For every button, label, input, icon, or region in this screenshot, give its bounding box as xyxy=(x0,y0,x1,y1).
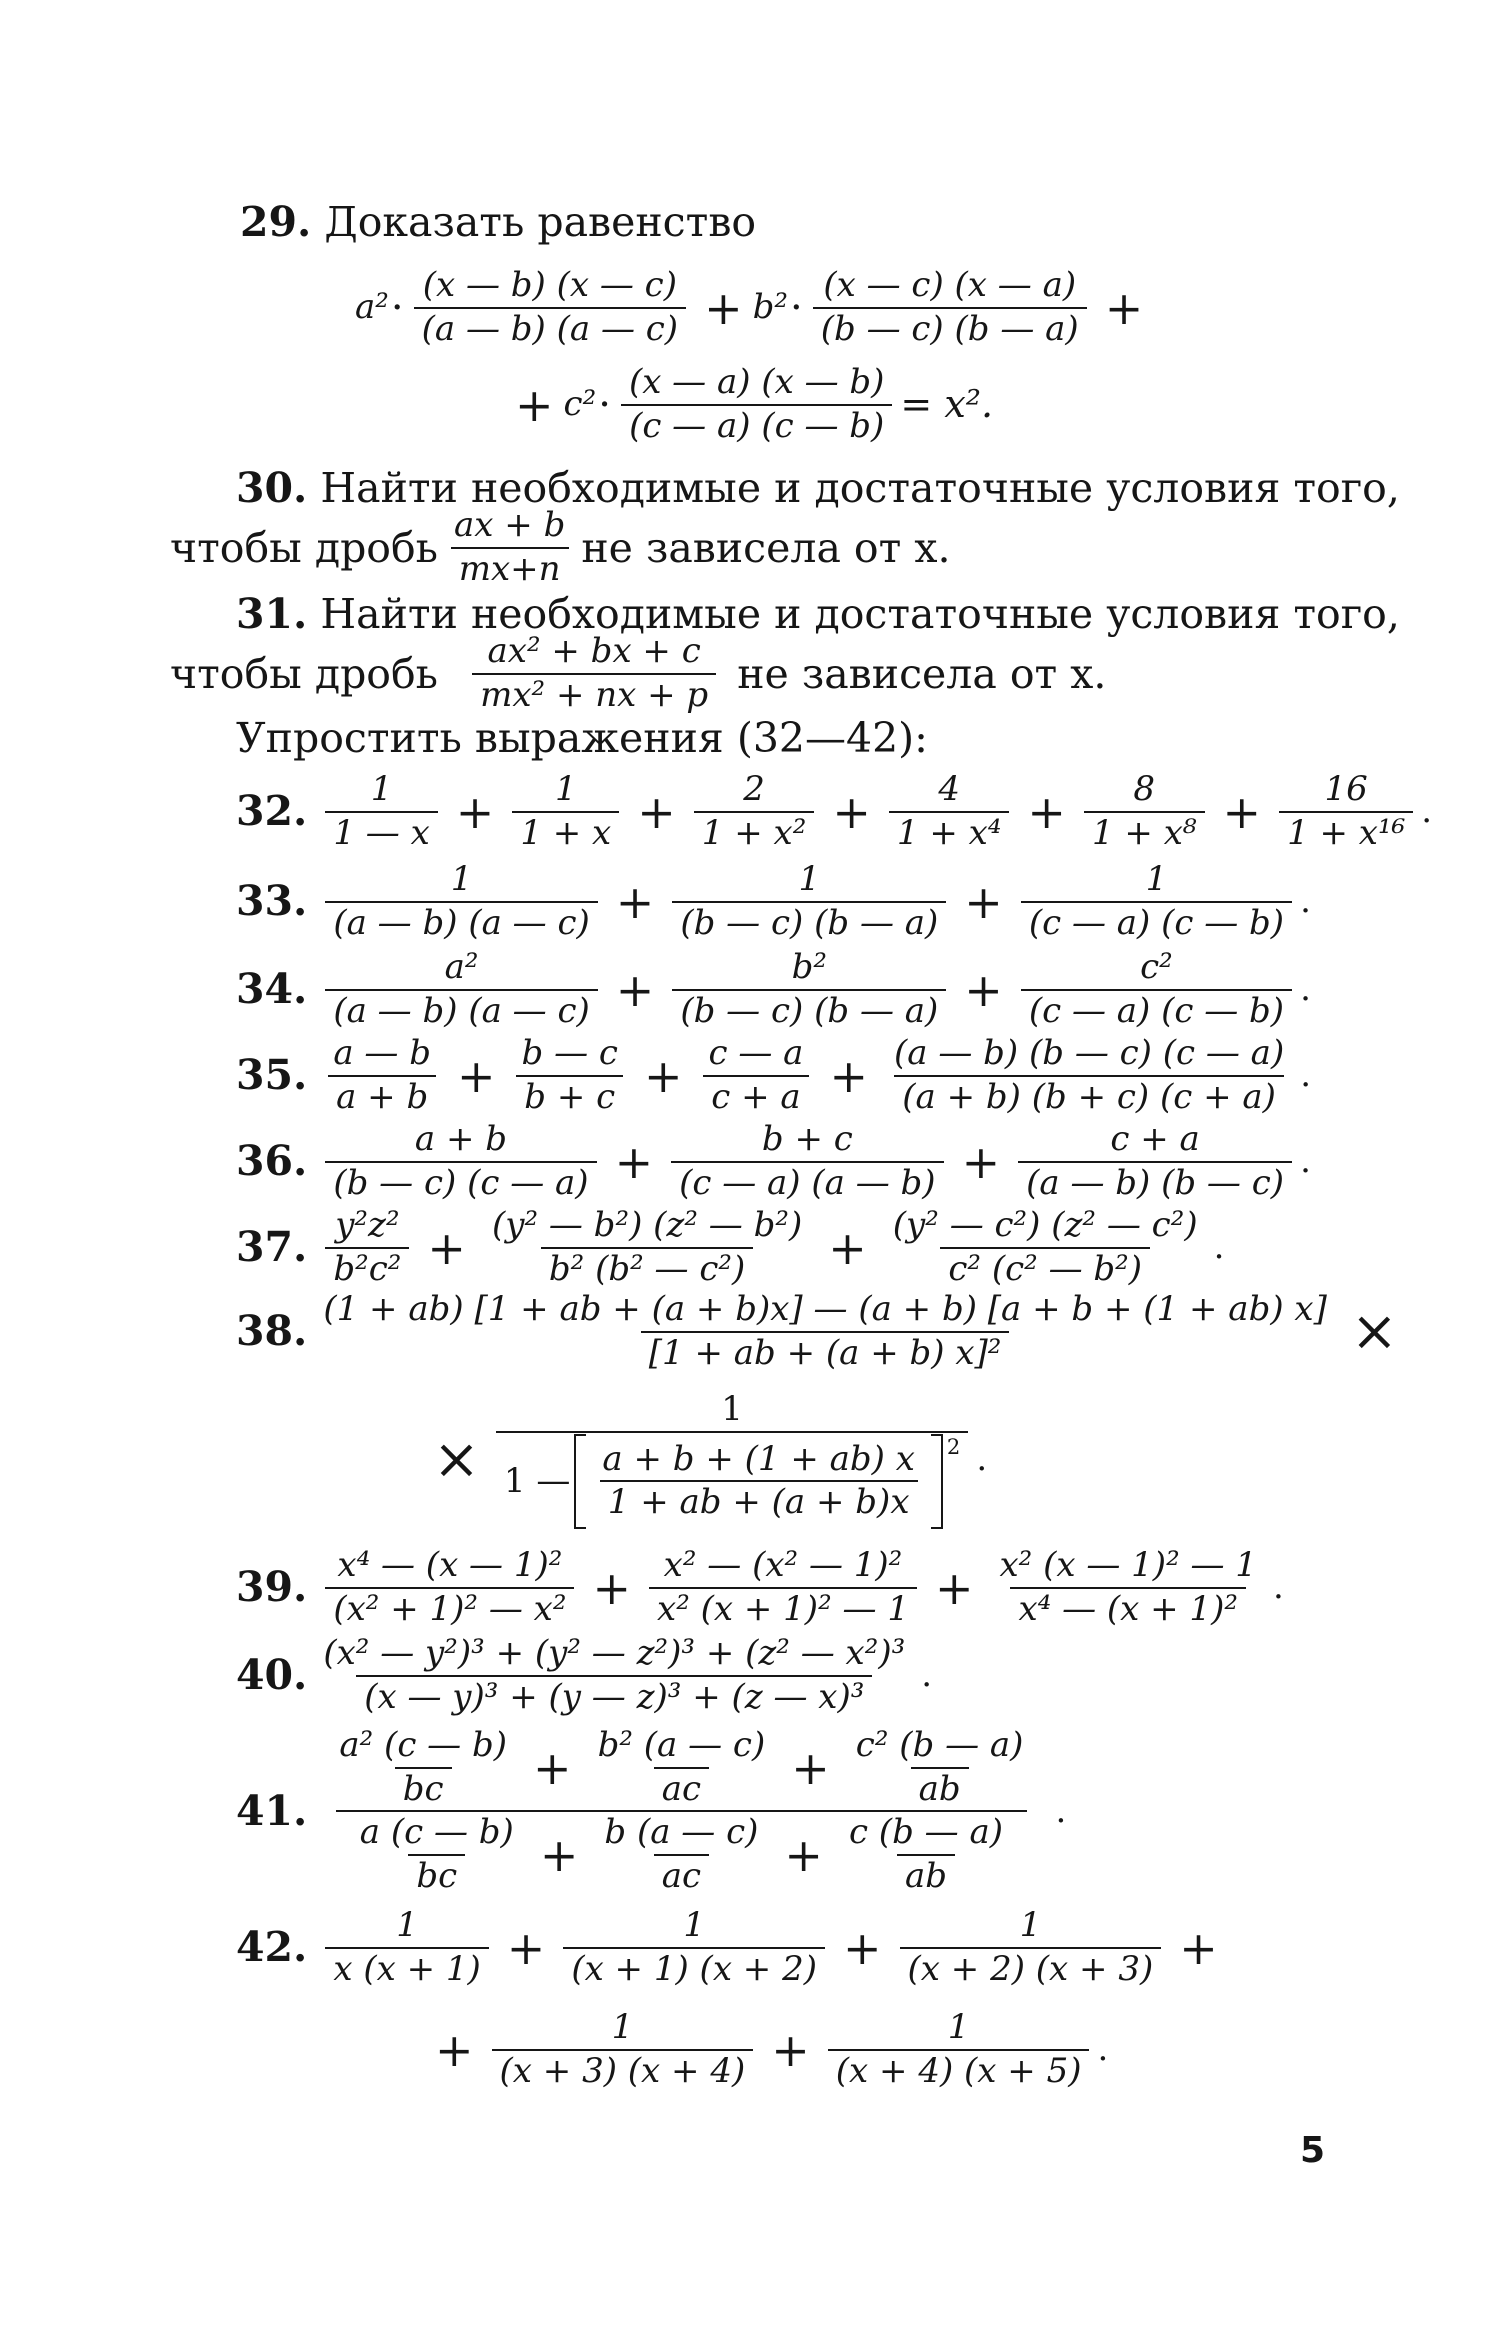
period: . xyxy=(921,1654,933,1695)
denominator: (x² + 1)² — x² xyxy=(325,1587,574,1628)
fraction xyxy=(512,769,619,853)
denominator: b² (b² — c²) xyxy=(541,1247,753,1288)
fraction xyxy=(621,362,892,446)
problem-39 xyxy=(0,1545,1500,1629)
problem-30-line2 xyxy=(0,505,1500,589)
denominator: (x — y)³ + (y — z)³ + (z — x)³ xyxy=(356,1675,872,1716)
numerator: (y² — b²) (z² — b²) xyxy=(491,1205,803,1245)
numerator: 1 xyxy=(611,2007,634,2047)
plus-sign: + xyxy=(643,1048,683,1103)
problem-text: Доказать равенство xyxy=(324,198,757,246)
numerator: (y² — c²) (z² — c²) xyxy=(892,1205,1198,1245)
denominator: [1 + ab + (a + b) x]² xyxy=(641,1331,1010,1372)
denominator: x⁴ — (x + 1)² xyxy=(1010,1587,1246,1628)
plus-sign: + xyxy=(506,1920,546,1975)
coef-b2: b² xyxy=(752,286,789,327)
period: . xyxy=(1300,968,1311,1009)
denominator: 1 + x² xyxy=(694,811,815,852)
dot-op: · xyxy=(598,381,611,428)
problem-33 xyxy=(0,859,1500,943)
denominator: 1 + x⁸ xyxy=(1084,811,1205,852)
period: . xyxy=(1421,790,1433,831)
plus-sign: + xyxy=(832,784,871,839)
numerator: a — b xyxy=(333,1033,431,1073)
numerator: b² xyxy=(791,947,828,987)
fraction xyxy=(1018,1119,1292,1203)
plus-sign: + xyxy=(1027,784,1066,839)
denominator: (b — c) (b — a) xyxy=(813,307,1087,348)
denominator: a + b xyxy=(328,1075,436,1116)
problem-37 xyxy=(0,1205,1500,1289)
numerator: 1 xyxy=(554,769,577,809)
plus-sign: + xyxy=(615,962,655,1017)
fraction xyxy=(885,1205,1206,1289)
fraction xyxy=(701,1033,812,1117)
problem-42-line2 xyxy=(0,2007,1500,2091)
problem-29-eq-line1 xyxy=(0,265,1500,349)
denominator: x² (x + 1)² — 1 xyxy=(649,1587,917,1628)
fraction xyxy=(813,265,1087,349)
text-pre: чтобы дробь xyxy=(170,523,439,572)
numerator: b + c xyxy=(761,1119,853,1159)
denominator: (x + 4) (x + 5) xyxy=(828,2049,1090,2090)
numerator: 1 xyxy=(947,2007,970,2047)
fraction xyxy=(325,1905,488,1989)
numerator: 1 xyxy=(396,1905,418,1945)
problem-number: 33. xyxy=(236,877,308,926)
plus-sign: + xyxy=(427,1220,466,1275)
one-minus: 1 — xyxy=(503,1460,571,1501)
problem-42-line1 xyxy=(0,1905,1500,1989)
plus-sign: + xyxy=(539,1828,579,1883)
problem-41 xyxy=(0,1725,1500,1897)
denominator: (b — c) (b — a) xyxy=(672,989,946,1030)
numerator: b² (a — c) xyxy=(597,1725,766,1765)
denominator: (x + 1) (x + 2) xyxy=(563,1947,825,1988)
period: . xyxy=(1300,1054,1312,1095)
numerator: a² xyxy=(444,947,479,987)
plus-sign: + xyxy=(515,377,554,432)
fraction xyxy=(848,1725,1032,1809)
problem-text: Найти необходимые и достаточные условия того, xyxy=(320,464,1400,512)
period: . xyxy=(1300,880,1311,921)
numerator: x⁴ — (x — 1)² xyxy=(337,1545,563,1585)
times-sign: × xyxy=(1350,1298,1398,1364)
denominator: ab xyxy=(911,1767,969,1808)
fraction xyxy=(472,631,716,715)
numerator: c (b — a) xyxy=(848,1812,1003,1853)
period: . xyxy=(976,1438,988,1479)
denominator: bc xyxy=(395,1767,452,1808)
fraction xyxy=(492,2007,754,2091)
fraction xyxy=(590,1725,774,1809)
fraction xyxy=(325,769,437,853)
fraction xyxy=(841,1812,1011,1897)
numerator: 1 xyxy=(798,859,821,899)
numerator: 1 xyxy=(370,769,393,809)
problem-34 xyxy=(0,947,1500,1031)
numerator: 16 xyxy=(1324,769,1368,809)
problem-number: 40. xyxy=(236,1651,308,1700)
denominator: (x + 3) (x + 4) xyxy=(492,2049,754,2090)
fraction xyxy=(671,1119,943,1203)
problem-31-header xyxy=(0,588,1500,640)
problem-number: 32. xyxy=(236,787,308,836)
fraction xyxy=(1021,859,1292,943)
fraction xyxy=(1084,769,1205,853)
fraction xyxy=(992,1545,1265,1629)
numerator: (a — b) (b — c) (c — a) xyxy=(894,1033,1285,1073)
fraction xyxy=(563,1905,825,1989)
denominator: b²c² xyxy=(325,1247,409,1288)
square-bracket xyxy=(574,1436,943,1527)
problem-number: 38. xyxy=(236,1307,308,1356)
plus-sign: + xyxy=(961,1134,1001,1189)
numerator: ax + b xyxy=(454,505,566,545)
exponent: 2 xyxy=(946,1433,961,1459)
numerator: c² xyxy=(1140,947,1173,987)
denominator: mx² + nx + p xyxy=(472,673,716,714)
fraction xyxy=(325,1205,409,1289)
numerator: (x — b) (x — c) xyxy=(422,265,677,305)
denominator: (c — a) (c — b) xyxy=(1021,901,1292,942)
fraction xyxy=(886,1033,1292,1117)
denominator: (b — c) (c — a) xyxy=(325,1161,596,1202)
fraction xyxy=(828,2007,1090,2091)
plus-sign: + xyxy=(784,1828,823,1883)
dot-op: · xyxy=(790,284,803,331)
numerator: c — a xyxy=(708,1033,804,1073)
denominator: 1 + ab + (a + b)x xyxy=(600,1480,918,1521)
denominator: (c — a) (c — b) xyxy=(1021,989,1292,1030)
plus-sign: + xyxy=(637,784,676,839)
numerator: ax² + bx + c xyxy=(487,631,701,671)
problem-38-line1 xyxy=(0,1289,1500,1373)
period: . xyxy=(1300,1140,1311,1181)
problem-31-line2 xyxy=(0,631,1500,715)
compound-numerator xyxy=(315,1725,1047,1810)
denominator: mx+n xyxy=(451,547,569,588)
fraction xyxy=(1279,769,1413,853)
fraction xyxy=(331,1725,515,1809)
numerator: y²z² xyxy=(335,1205,400,1245)
numerator: 1 xyxy=(683,1905,705,1945)
fraction xyxy=(325,1033,439,1117)
fraction xyxy=(672,947,946,1031)
fraction xyxy=(325,1119,596,1203)
numerator: 1 xyxy=(1019,1905,1042,1945)
denominator: bc xyxy=(408,1854,465,1895)
fraction xyxy=(325,947,597,1031)
text-post: не зависела от x. xyxy=(737,649,1107,698)
problem-40 xyxy=(0,1633,1500,1717)
plus-sign: + xyxy=(964,962,1003,1017)
fraction xyxy=(325,859,597,943)
numerator: c + a xyxy=(1110,1119,1200,1159)
period: . xyxy=(1272,1566,1284,1607)
fraction xyxy=(484,1205,810,1289)
denominator: 1 — x xyxy=(325,811,437,852)
fraction xyxy=(672,859,946,943)
times-sign: × xyxy=(433,1426,480,1492)
fraction xyxy=(694,769,815,853)
numerator: a² (c — b) xyxy=(339,1725,508,1765)
problem-number: 30. xyxy=(236,464,308,512)
denominator: (c — a) (a — b) xyxy=(671,1161,943,1202)
plus-sign: + xyxy=(455,784,495,839)
plus-sign: + xyxy=(1179,1920,1218,1975)
denominator: (a — b) (a — c) xyxy=(325,901,597,942)
denominator: b + c xyxy=(516,1075,623,1116)
denominator: (a — b) (a — c) xyxy=(414,307,686,348)
problem-number: 37. xyxy=(236,1223,308,1272)
compound-denominator xyxy=(336,1810,1027,1897)
period: . xyxy=(1213,1226,1225,1267)
fraction xyxy=(900,1905,1162,1989)
dot-op: · xyxy=(390,284,404,331)
inner-fraction xyxy=(594,1438,923,1523)
period: . xyxy=(1097,2028,1109,2069)
plus-sign: + xyxy=(704,280,743,335)
plus-sign: + xyxy=(791,1740,830,1795)
section-heading xyxy=(0,712,1500,764)
problem-number: 41. xyxy=(236,1786,308,1835)
numerator: (x — c) (x — a) xyxy=(823,265,1077,305)
fraction xyxy=(315,1289,1335,1373)
problem-text: Найти необходимые и достаточные условия того, xyxy=(320,590,1400,638)
problem-29-eq-line2 xyxy=(0,362,1500,446)
period: . xyxy=(1055,1790,1067,1831)
denominator: c² (c² — b²) xyxy=(940,1247,1150,1288)
plus-sign: + xyxy=(829,1048,868,1103)
denominator: 1 + x xyxy=(512,811,619,852)
problem-38-line2 xyxy=(0,1389,1500,1527)
numerator: a (c — b) xyxy=(359,1812,514,1853)
rhs: = x². xyxy=(900,381,994,426)
denominator: ac xyxy=(654,1854,709,1895)
denominator: (a — b) (b — c) xyxy=(1018,1161,1292,1202)
fraction xyxy=(315,1633,913,1717)
plus-sign: + xyxy=(1104,280,1144,335)
denominator: (a + b) (b + c) (c + a) xyxy=(894,1075,1284,1116)
page-number: 5 xyxy=(1300,2130,1326,2171)
denominator: ac xyxy=(654,1767,709,1808)
numerator: b (a — c) xyxy=(604,1812,759,1853)
plus-sign: + xyxy=(964,874,1003,929)
problem-number: 34. xyxy=(236,965,308,1014)
denominator: (b — c) (b — a) xyxy=(672,901,946,942)
denominator: 1 + x¹⁶ xyxy=(1279,811,1413,852)
problem-30-header xyxy=(0,462,1500,514)
numerator: 2 xyxy=(743,769,765,809)
plus-sign: + xyxy=(533,1740,572,1795)
numerator: 1 xyxy=(450,859,473,899)
denominator xyxy=(496,1431,968,1527)
plus-sign: + xyxy=(828,1220,867,1275)
problem-32 xyxy=(0,769,1500,853)
fraction xyxy=(514,1033,626,1117)
numerator: (x² — y²)³ + (y² — z²)³ + (z² — x²)³ xyxy=(323,1633,906,1673)
coef-a2: a² xyxy=(355,286,389,327)
fraction xyxy=(1021,947,1292,1031)
plus-sign: + xyxy=(934,1560,974,1615)
numerator: b — c xyxy=(521,1033,618,1073)
fraction xyxy=(446,505,573,589)
plus-sign: + xyxy=(1222,784,1262,839)
numerator: (1 + ab) [1 + ab + (a + b)x] — (a + b) [a + b + (1 + ab) x] xyxy=(323,1289,1327,1329)
plus-sign: + xyxy=(615,874,655,929)
denominator: (c — a) (c — b) xyxy=(621,404,892,445)
fraction xyxy=(649,1545,917,1629)
problem-number: 39. xyxy=(236,1563,308,1612)
plus-sign: + xyxy=(771,2022,810,2077)
fraction xyxy=(414,265,686,349)
plus-sign: + xyxy=(435,2022,474,2077)
fraction xyxy=(325,1545,574,1629)
numerator: x² (x — 1)² — 1 xyxy=(999,1545,1257,1585)
numerator: x² — (x² — 1)² xyxy=(663,1545,903,1585)
numerator: 1 xyxy=(1145,859,1168,899)
numerator: 1 xyxy=(721,1389,743,1429)
compound-fraction xyxy=(315,1725,1047,1897)
denominator: ab xyxy=(897,1854,955,1895)
problem-number: 42. xyxy=(236,1923,308,1972)
fraction xyxy=(352,1812,522,1897)
numerator: a + b + (1 + ab) x xyxy=(602,1438,915,1479)
heading-text: Упростить выражения (32—42): xyxy=(236,714,928,762)
coef-c2: c² xyxy=(563,383,597,424)
problem-36 xyxy=(0,1119,1500,1203)
denominator: (a — b) (a — c) xyxy=(325,989,597,1030)
denominator: x (x + 1) xyxy=(325,1947,488,1988)
numerator: (x — a) (x — b) xyxy=(628,362,885,402)
problem-number: 35. xyxy=(236,1051,308,1100)
problem-35 xyxy=(0,1033,1500,1117)
numerator: 4 xyxy=(938,769,960,809)
denominator: (x + 2) (x + 3) xyxy=(900,1947,1162,1988)
fraction xyxy=(496,1389,968,1527)
numerator: 8 xyxy=(1133,769,1156,809)
plus-sign: + xyxy=(614,1134,654,1189)
plus-sign: + xyxy=(592,1560,632,1615)
plus-sign: + xyxy=(457,1048,496,1103)
text-pre: чтобы дробь xyxy=(170,649,439,698)
numerator: c² (b — a) xyxy=(855,1725,1024,1765)
problem-number: 29. xyxy=(240,198,312,246)
fraction xyxy=(596,1812,766,1897)
fraction xyxy=(889,769,1010,853)
problem-number: 31. xyxy=(236,590,308,638)
text-post: не зависела от x. xyxy=(581,523,951,572)
denominator: 1 + x⁴ xyxy=(889,811,1010,852)
numerator: a + b xyxy=(414,1119,508,1159)
plus-sign: + xyxy=(843,1920,882,1975)
denominator: c + a xyxy=(703,1075,808,1116)
problem-29-header xyxy=(0,196,1500,248)
problem-number: 36. xyxy=(236,1137,308,1186)
